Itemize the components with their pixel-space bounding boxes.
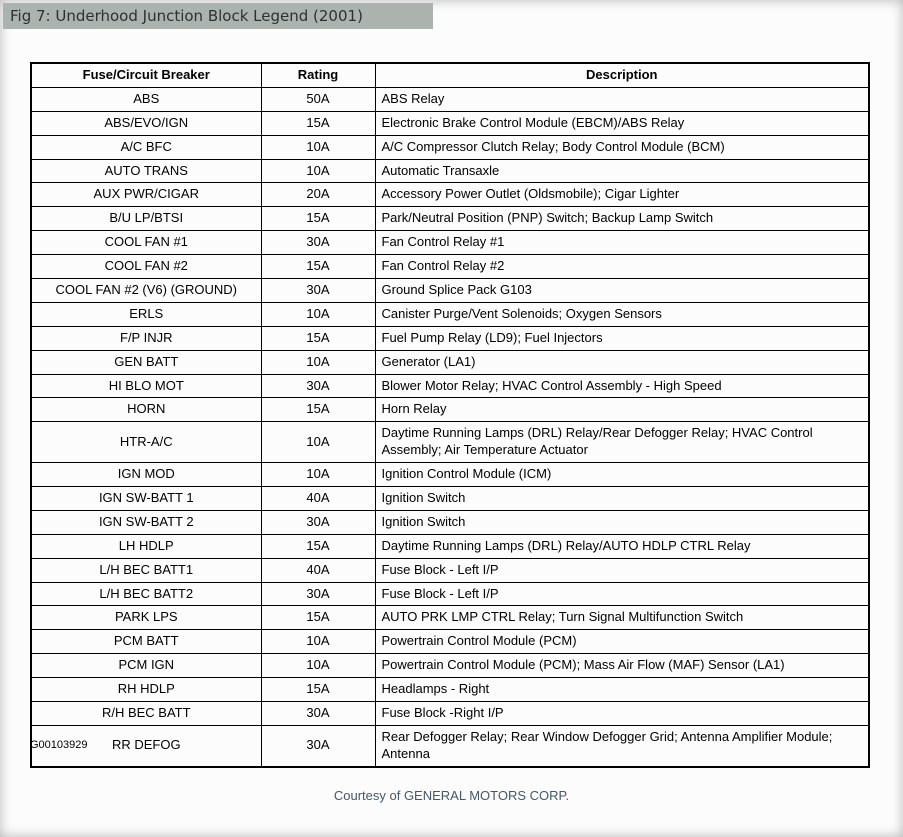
rating-cell: 10A: [261, 654, 375, 678]
table-row: [31, 326, 869, 350]
table-row: [31, 422, 869, 463]
rating-cell: 30A: [261, 279, 375, 303]
rating-cell: 15A: [261, 534, 375, 558]
table-row: [31, 463, 869, 487]
column-header-fuse: Fuse/Circuit Breaker: [31, 63, 261, 87]
fuse-cell: B/U LP/BTSI: [31, 207, 261, 231]
fuse-cell: HI BLO MOT: [31, 374, 261, 398]
rating-cell: 30A: [261, 582, 375, 606]
fuse-cell: AUTO TRANS: [31, 159, 261, 183]
fuse-cell: COOL FAN #2: [31, 255, 261, 279]
table-row: [31, 374, 869, 398]
table-row: [31, 255, 869, 279]
fuse-cell: RR DEFOG: [31, 725, 261, 766]
fuse-cell: COOL FAN #1: [31, 231, 261, 255]
description-cell: Powertrain Control Module (PCM); Mass Air Flow (MAF) Sensor (LA1): [375, 654, 869, 678]
description-cell: Electronic Brake Control Module (EBCM)/ABS Relay: [375, 111, 869, 135]
column-header-rating: Rating: [261, 63, 375, 87]
drawing-number: G00103929: [30, 739, 88, 751]
fuse-cell: L/H BEC BATT2: [31, 582, 261, 606]
description-cell: Powertrain Control Module (PCM): [375, 630, 869, 654]
fuse-cell: RH HDLP: [31, 678, 261, 702]
rating-cell: 30A: [261, 725, 375, 766]
table-row: [31, 183, 869, 207]
table-row: [31, 487, 869, 511]
rating-cell: 15A: [261, 398, 375, 422]
table-row: [31, 654, 869, 678]
column-header-description: Description: [375, 63, 869, 87]
description-cell: Fuse Block - Left I/P: [375, 582, 869, 606]
fuse-table-header: [31, 63, 869, 87]
rating-cell: 40A: [261, 487, 375, 511]
fuse-cell: AUX PWR/CIGAR: [31, 183, 261, 207]
fuse-cell: LH HDLP: [31, 534, 261, 558]
fuse-cell: PCM BATT: [31, 630, 261, 654]
description-cell: Ignition Switch: [375, 510, 869, 534]
table-row: [31, 350, 869, 374]
rating-cell: 20A: [261, 183, 375, 207]
description-cell: Park/Neutral Position (PNP) Switch; Backup Lamp Switch: [375, 207, 869, 231]
rating-cell: 15A: [261, 326, 375, 350]
description-cell: Fan Control Relay #2: [375, 255, 869, 279]
table-row: [31, 302, 869, 326]
rating-cell: 10A: [261, 630, 375, 654]
description-cell: Daytime Running Lamps (DRL) Relay/Rear Defogger Relay; HVAC Control Assembly; Air Temperature Actuator: [375, 422, 869, 463]
description-cell: Blower Motor Relay; HVAC Control Assembly - High Speed: [375, 374, 869, 398]
description-cell: Ignition Switch: [375, 487, 869, 511]
rating-cell: 50A: [261, 87, 375, 111]
table-row: [31, 398, 869, 422]
fuse-cell: PARK LPS: [31, 606, 261, 630]
description-cell: ABS Relay: [375, 87, 869, 111]
courtesy-note: Courtesy of GENERAL MOTORS CORP.: [333, 788, 570, 803]
description-cell: Accessory Power Outlet (Oldsmobile); Cigar Lighter: [375, 183, 869, 207]
rating-cell: 30A: [261, 702, 375, 726]
fuse-cell: HTR-A/C: [31, 422, 261, 463]
description-cell: Ground Splice Pack G103: [375, 279, 869, 303]
table-row: [31, 279, 869, 303]
fuse-cell: F/P INJR: [31, 326, 261, 350]
table-row: [31, 558, 869, 582]
table-row: [31, 231, 869, 255]
table-row: [31, 159, 869, 183]
table-row: [31, 207, 869, 231]
table-row: [31, 135, 869, 159]
description-cell: Fan Control Relay #1: [375, 231, 869, 255]
table-row: [31, 678, 869, 702]
rating-cell: 10A: [261, 350, 375, 374]
fuse-table-body: [31, 87, 869, 766]
rating-cell: 30A: [261, 231, 375, 255]
rating-cell: 10A: [261, 159, 375, 183]
description-cell: Automatic Transaxle: [375, 159, 869, 183]
rating-cell: 15A: [261, 678, 375, 702]
description-cell: Generator (LA1): [375, 350, 869, 374]
description-cell: Ignition Control Module (ICM): [375, 463, 869, 487]
table-row: [31, 725, 869, 766]
table-row: [31, 111, 869, 135]
fuse-cell: COOL FAN #2 (V6) (GROUND): [31, 279, 261, 303]
fuse-cell: ERLS: [31, 302, 261, 326]
table-row: [31, 87, 869, 111]
fuse-cell: ABS: [31, 87, 261, 111]
fuse-cell: IGN SW-BATT 2: [31, 510, 261, 534]
description-cell: A/C Compressor Clutch Relay; Body Control Module (BCM): [375, 135, 869, 159]
rating-cell: 15A: [261, 255, 375, 279]
fuse-cell: A/C BFC: [31, 135, 261, 159]
description-cell: Daytime Running Lamps (DRL) Relay/AUTO HDLP CTRL Relay: [375, 534, 869, 558]
rating-cell: 30A: [261, 510, 375, 534]
description-cell: Fuse Block - Left I/P: [375, 558, 869, 582]
table-row: [31, 510, 869, 534]
description-cell: AUTO PRK LMP CTRL Relay; Turn Signal Multifunction Switch: [375, 606, 869, 630]
description-cell: Rear Defogger Relay; Rear Window Defogger Grid; Antenna Amplifier Module; Antenna: [375, 725, 869, 766]
rating-cell: 10A: [261, 463, 375, 487]
description-cell: Fuse Block -Right I/P: [375, 702, 869, 726]
fuse-cell: PCM IGN: [31, 654, 261, 678]
fuse-cell: GEN BATT: [31, 350, 261, 374]
table-row: [31, 702, 869, 726]
fuse-cell: HORN: [31, 398, 261, 422]
rating-cell: 15A: [261, 606, 375, 630]
fuse-cell: IGN MOD: [31, 463, 261, 487]
rating-cell: 15A: [261, 207, 375, 231]
description-cell: Headlamps - Right: [375, 678, 869, 702]
description-cell: Fuel Pump Relay (LD9); Fuel Injectors: [375, 326, 869, 350]
rating-cell: 30A: [261, 374, 375, 398]
fuse-table: [30, 62, 870, 768]
fuse-cell: R/H BEC BATT: [31, 702, 261, 726]
fuse-cell: ABS/EVO/IGN: [31, 111, 261, 135]
rating-cell: 10A: [261, 422, 375, 463]
table-row: [31, 582, 869, 606]
fuse-cell: L/H BEC BATT1: [31, 558, 261, 582]
rating-cell: 15A: [261, 111, 375, 135]
rating-cell: 10A: [261, 302, 375, 326]
table-row: [31, 534, 869, 558]
rating-cell: 10A: [261, 135, 375, 159]
table-row: [31, 630, 869, 654]
description-cell: Canister Purge/Vent Solenoids; Oxygen Sensors: [375, 302, 869, 326]
fuse-cell: IGN SW-BATT 1: [31, 487, 261, 511]
rating-cell: 40A: [261, 558, 375, 582]
description-cell: Horn Relay: [375, 398, 869, 422]
table-row: [31, 606, 869, 630]
figure-title: Fig 7: Underhood Junction Block Legend (2001): [3, 3, 433, 29]
header-row: [31, 63, 869, 87]
